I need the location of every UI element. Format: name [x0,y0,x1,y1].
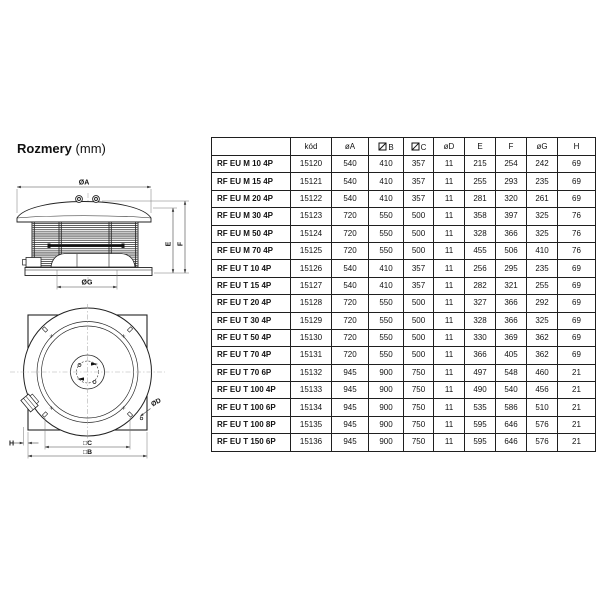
value-cell: 11 [434,295,465,312]
value-cell: 15136 [291,434,332,451]
value-cell: 293 [496,173,527,190]
value-cell: 500 [404,329,434,346]
value-cell: 945 [332,416,369,433]
value-cell: 15126 [291,260,332,277]
model-name-cell: RF EU T 70 6P [212,364,291,381]
value-cell: 330 [465,329,496,346]
dim-label-C: □C [82,440,93,447]
value-cell: 550 [369,347,404,364]
value-cell: 750 [404,382,434,399]
value-cell: 21 [558,364,596,381]
value-cell: 15134 [291,399,332,416]
value-cell: 15128 [291,295,332,312]
value-cell: 595 [465,434,496,451]
value-cell: 497 [465,364,496,381]
model-name-cell: RF EU M 10 4P [212,156,291,173]
page-title-text: Rozmery [17,141,72,156]
value-cell: 900 [369,364,404,381]
value-cell: 21 [558,399,596,416]
value-cell: 500 [404,208,434,225]
motor-bar-end [122,244,125,248]
value-cell: 11 [434,382,465,399]
table-row [212,399,596,416]
value-cell: 15133 [291,382,332,399]
page-title [17,141,106,156]
value-cell: 500 [404,242,434,259]
dome-knob [76,196,83,203]
value-cell: 720 [332,329,369,346]
model-name-cell: RF EU T 30 4P [212,312,291,329]
value-cell: 576 [527,416,558,433]
value-cell: 550 [369,329,404,346]
column-header-label: C [420,142,427,152]
value-cell: 500 [404,347,434,364]
value-cell: 254 [496,156,527,173]
value-cell: 11 [434,329,465,346]
value-cell: 69 [558,260,596,277]
value-cell: 548 [496,364,527,381]
table-row [212,434,596,451]
value-cell: 456 [527,382,558,399]
value-cell: 576 [527,434,558,451]
value-cell: 15124 [291,225,332,242]
value-cell: 320 [496,190,527,207]
value-cell: 69 [558,173,596,190]
value-cell: 15120 [291,156,332,173]
model-name-cell: RF EU M 30 4P [212,208,291,225]
value-cell: 945 [332,399,369,416]
value-cell: 235 [527,173,558,190]
value-cell: 242 [527,156,558,173]
value-cell: 11 [434,173,465,190]
table-row [212,173,596,190]
column-header: H [558,138,596,156]
value-cell: 900 [369,399,404,416]
fan-dome [17,202,151,223]
value-cell: 945 [332,382,369,399]
value-cell: 366 [496,295,527,312]
technical-drawing [5,175,210,475]
value-cell: 328 [465,312,496,329]
value-cell: 69 [558,156,596,173]
value-cell: 900 [369,416,404,433]
column-header: øD [434,138,465,156]
value-cell: 750 [404,416,434,433]
value-cell: 410 [369,190,404,207]
value-cell: 550 [369,295,404,312]
value-cell: 460 [527,364,558,381]
value-cell: 11 [434,347,465,364]
dimensions-table [211,137,596,452]
value-cell: 69 [558,347,596,364]
column-header [404,138,434,156]
cable-gland [23,260,27,266]
inlet-arch [51,254,135,268]
square-diagonal-icon [378,142,387,151]
value-cell: 535 [465,399,496,416]
value-cell: 506 [496,242,527,259]
table-row [212,382,596,399]
model-name-cell: RF EU T 150 6P [212,434,291,451]
value-cell: 358 [465,208,496,225]
column-header: F [496,138,527,156]
value-cell: 540 [332,277,369,294]
value-cell: 69 [558,329,596,346]
terminal-box-side [26,258,41,268]
value-cell: 410 [369,277,404,294]
top-view-drawing [10,304,165,442]
value-cell: 410 [369,156,404,173]
value-cell: 550 [369,312,404,329]
value-cell: 720 [332,312,369,329]
model-name-cell: RF EU T 100 4P [212,382,291,399]
column-header: kód [291,138,332,156]
value-cell: 11 [434,277,465,294]
value-cell: 15122 [291,190,332,207]
value-cell: 235 [527,260,558,277]
value-cell: 321 [496,277,527,294]
table-row [212,208,596,225]
value-cell: 750 [404,364,434,381]
value-cell: 11 [434,364,465,381]
table-row [212,277,596,294]
table-row [212,329,596,346]
value-cell: 357 [404,260,434,277]
value-cell: 900 [369,382,404,399]
value-cell: 21 [558,416,596,433]
square-diagonal-icon [411,142,420,151]
value-cell: 500 [404,312,434,329]
value-cell: 510 [527,399,558,416]
value-cell: 540 [496,382,527,399]
value-cell: 540 [332,156,369,173]
value-cell: 720 [332,295,369,312]
side-view-drawing [17,193,152,282]
table-row [212,312,596,329]
table-row [212,347,596,364]
value-cell: 586 [496,399,527,416]
value-cell: 540 [332,190,369,207]
value-cell: 410 [369,173,404,190]
table-row [212,295,596,312]
value-cell: 255 [527,277,558,294]
value-cell: 357 [404,277,434,294]
value-cell: 410 [369,260,404,277]
value-cell: 76 [558,242,596,259]
table-row [212,364,596,381]
value-cell: 11 [434,416,465,433]
value-cell: 362 [527,347,558,364]
value-cell: 76 [558,208,596,225]
value-cell: 750 [404,399,434,416]
value-cell: 69 [558,190,596,207]
value-cell: 646 [496,434,527,451]
value-cell: 357 [404,190,434,207]
dim-label-H: H [9,440,15,448]
model-name-cell: RF EU M 50 4P [212,225,291,242]
value-cell: 69 [558,312,596,329]
value-cell: 15123 [291,208,332,225]
value-cell: 76 [558,225,596,242]
value-cell: 357 [404,156,434,173]
table-row [212,416,596,433]
value-cell: 550 [369,225,404,242]
dim-label-E: E [165,241,173,247]
value-cell: 362 [527,329,558,346]
column-header-label: B [388,142,394,152]
table-row [212,156,596,173]
value-cell: 945 [332,434,369,451]
value-cell: 295 [496,260,527,277]
value-cell: 215 [465,156,496,173]
value-cell: 281 [465,190,496,207]
value-cell: 15125 [291,242,332,259]
value-cell: 500 [404,225,434,242]
value-cell: 945 [332,364,369,381]
model-name-cell: RF EU T 100 8P [212,416,291,433]
dim-label-B: □B [82,449,93,457]
model-name-cell: RF EU T 50 4P [212,329,291,346]
model-name-cell: RF EU T 15 4P [212,277,291,294]
model-name-cell: RF EU T 10 4P [212,260,291,277]
corner-cell [212,138,291,156]
value-cell: 550 [369,208,404,225]
value-cell: 595 [465,416,496,433]
dim-label-D: ØD [150,397,163,409]
value-cell: 15121 [291,173,332,190]
model-name-cell: RF EU M 70 4P [212,242,291,259]
table-row [212,260,596,277]
table-header-row [212,138,596,156]
value-cell: 11 [434,399,465,416]
column-header: E [465,138,496,156]
value-cell: 15129 [291,312,332,329]
value-cell: 325 [527,208,558,225]
value-cell: 261 [527,190,558,207]
motor-bar-end [48,244,51,248]
value-cell: 357 [404,173,434,190]
table-row [212,225,596,242]
value-cell: 490 [465,382,496,399]
value-cell: 282 [465,277,496,294]
value-cell: 900 [369,434,404,451]
value-cell: 11 [434,434,465,451]
value-cell: 646 [496,416,527,433]
value-cell: 500 [404,295,434,312]
value-cell: 15131 [291,347,332,364]
table-row [212,242,596,259]
value-cell: 366 [496,225,527,242]
value-cell: 455 [465,242,496,259]
dim-label-G: ØG [81,279,93,287]
base-plate [25,268,152,276]
motor-bar [50,245,122,247]
value-cell: 720 [332,225,369,242]
value-cell: 328 [465,225,496,242]
value-cell: 11 [434,260,465,277]
value-cell: 15130 [291,329,332,346]
column-header [369,138,404,156]
value-cell: 369 [496,329,527,346]
model-name-cell: RF EU T 100 6P [212,399,291,416]
model-name-cell: RF EU T 70 4P [212,347,291,364]
value-cell: 21 [558,382,596,399]
value-cell: 410 [527,242,558,259]
value-cell: 366 [465,347,496,364]
value-cell: 11 [434,242,465,259]
value-cell: 11 [434,208,465,225]
value-cell: 21 [558,434,596,451]
value-cell: 15135 [291,416,332,433]
value-cell: 405 [496,347,527,364]
value-cell: 550 [369,242,404,259]
value-cell: 255 [465,173,496,190]
value-cell: 325 [527,225,558,242]
value-cell: 15127 [291,277,332,294]
value-cell: 540 [332,260,369,277]
value-cell: 366 [496,312,527,329]
value-cell: 540 [332,173,369,190]
page-title-unit: (mm) [75,141,106,156]
value-cell: 11 [434,312,465,329]
value-cell: 720 [332,242,369,259]
value-cell: 15132 [291,364,332,381]
dim-label-A: ØA [78,179,90,187]
value-cell: 292 [527,295,558,312]
column-header: øA [332,138,369,156]
dim-label-F: F [177,241,185,247]
value-cell: 397 [496,208,527,225]
value-cell: 720 [332,347,369,364]
value-cell: 327 [465,295,496,312]
value-cell: 11 [434,225,465,242]
column-header: øG [527,138,558,156]
model-name-cell: RF EU M 15 4P [212,173,291,190]
value-cell: 11 [434,156,465,173]
model-name-cell: RF EU M 20 4P [212,190,291,207]
dome-knob [93,196,100,203]
value-cell: 256 [465,260,496,277]
value-cell: 11 [434,190,465,207]
table-row [212,190,596,207]
value-cell: 325 [527,312,558,329]
model-name-cell: RF EU T 20 4P [212,295,291,312]
value-cell: 69 [558,277,596,294]
value-cell: 720 [332,208,369,225]
value-cell: 69 [558,295,596,312]
value-cell: 750 [404,434,434,451]
